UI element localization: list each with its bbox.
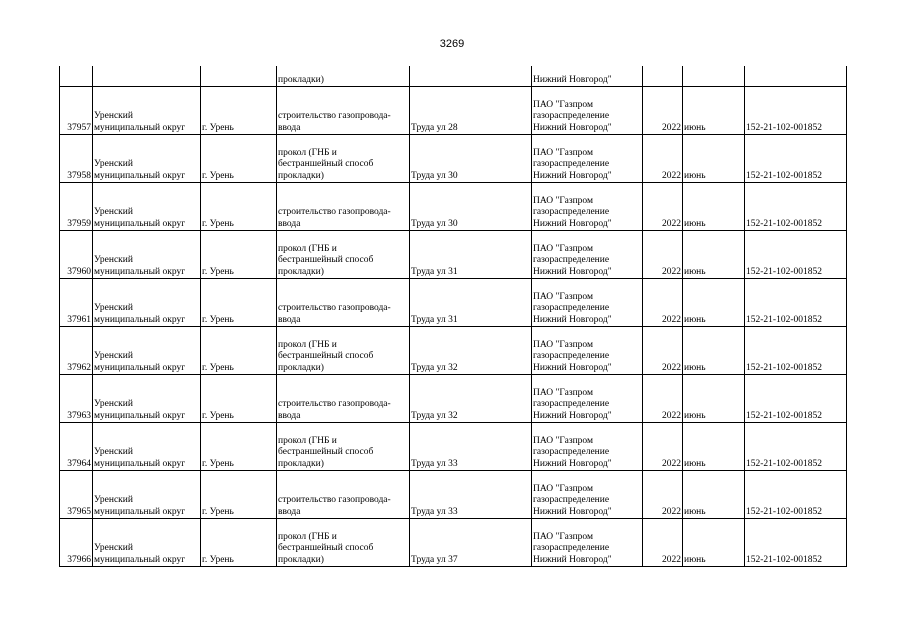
cell-month: июнь — [683, 279, 745, 327]
cell-id: 37962 — [60, 327, 93, 375]
cell-work: строительство газопровода- ввода — [277, 183, 410, 231]
cell-district: Уренский муниципальный округ — [93, 423, 201, 471]
cell-work: строительство газопровода- ввода — [277, 87, 410, 135]
cell-work: строительство газопровода- ввода — [277, 279, 410, 327]
cell-address: Труда ул 31 — [410, 231, 532, 279]
cell-id: 37966 — [60, 519, 93, 567]
cell-work: строительство газопровода- ввода — [277, 375, 410, 423]
cell-address — [410, 66, 532, 87]
cell-address: Труда ул 31 — [410, 279, 532, 327]
cell-town: г. Урень — [201, 135, 277, 183]
cell-month: июнь — [683, 87, 745, 135]
cell-address: Труда ул 30 — [410, 183, 532, 231]
cell-month: июнь — [683, 423, 745, 471]
cell-id: 37957 — [60, 87, 93, 135]
cell-work: прокол (ГНБ и бестраншейный способ прокладки) — [277, 135, 410, 183]
cell-month: июнь — [683, 231, 745, 279]
cell-month: июнь — [683, 519, 745, 567]
cell-district: Уренский муниципальный округ — [93, 231, 201, 279]
cell-address: Труда ул 37 — [410, 519, 532, 567]
cell-year: 2022 — [643, 231, 683, 279]
cell-work: прокол (ГНБ и бестраншейный способ прокладки) — [277, 519, 410, 567]
cell-month — [683, 66, 745, 87]
cell-district: Уренский муниципальный округ — [93, 183, 201, 231]
page-number: 3269 — [439, 38, 465, 50]
cell-id: 37958 — [60, 135, 93, 183]
cell-code: 152-21-102-001852 — [745, 471, 847, 519]
cell-operator: ПАО "Газпром газораспределение Нижний Новгород" — [532, 183, 643, 231]
cell-operator: ПАО "Газпром газораспределение Нижний Новгород" — [532, 375, 643, 423]
cell-month: июнь — [683, 183, 745, 231]
cell-address: Труда ул 32 — [410, 327, 532, 375]
cell-year: 2022 — [643, 327, 683, 375]
cell-address: Труда ул 28 — [410, 87, 532, 135]
table-row — [60, 279, 847, 327]
table-row-continuation — [60, 66, 847, 87]
cell-operator: ПАО "Газпром газораспределение Нижний Новгород" — [532, 135, 643, 183]
cell-town: г. Урень — [201, 423, 277, 471]
table-row — [60, 87, 847, 135]
cell-operator: ПАО "Газпром газораспределение Нижний Новгород" — [532, 231, 643, 279]
cell-district — [93, 66, 201, 87]
cell-town: г. Урень — [201, 471, 277, 519]
cell-code: 152-21-102-001852 — [745, 231, 847, 279]
cell-code — [745, 66, 847, 87]
cell-year: 2022 — [643, 87, 683, 135]
cell-address: Труда ул 33 — [410, 423, 532, 471]
cell-code: 152-21-102-001852 — [745, 423, 847, 471]
cell-year: 2022 — [643, 183, 683, 231]
cell-operator: ПАО "Газпром газораспределение Нижний Новгород" — [532, 87, 643, 135]
cell-district: Уренский муниципальный округ — [93, 471, 201, 519]
cell-district: Уренский муниципальный округ — [93, 375, 201, 423]
cell-code: 152-21-102-001852 — [745, 327, 847, 375]
cell-year: 2022 — [643, 423, 683, 471]
table-row — [60, 327, 847, 375]
cell-id — [60, 66, 93, 87]
cell-town: г. Урень — [201, 519, 277, 567]
cell-operator: ПАО "Газпром газораспределение Нижний Новгород" — [532, 519, 643, 567]
cell-town — [201, 66, 277, 87]
cell-code: 152-21-102-001852 — [745, 519, 847, 567]
cell-year: 2022 — [643, 279, 683, 327]
cell-id: 37963 — [60, 375, 93, 423]
cell-town: г. Урень — [201, 231, 277, 279]
cell-month: июнь — [683, 327, 745, 375]
cell-id: 37964 — [60, 423, 93, 471]
cell-year: 2022 — [643, 135, 683, 183]
cell-operator: Нижний Новгород" — [532, 66, 643, 87]
cell-id: 37960 — [60, 231, 93, 279]
cell-work: прокладки) — [277, 66, 410, 87]
cell-id: 37961 — [60, 279, 93, 327]
table-row — [60, 471, 847, 519]
cell-work: прокол (ГНБ и бестраншейный способ прокладки) — [277, 231, 410, 279]
table-row — [60, 183, 847, 231]
cell-work: прокол (ГНБ и бестраншейный способ прокладки) — [277, 423, 410, 471]
table-row — [60, 231, 847, 279]
cell-month: июнь — [683, 135, 745, 183]
cell-operator: ПАО "Газпром газораспределение Нижний Новгород" — [532, 327, 643, 375]
cell-town: г. Урень — [201, 375, 277, 423]
cell-id: 37959 — [60, 183, 93, 231]
cell-work: строительство газопровода- ввода — [277, 471, 410, 519]
cell-district: Уренский муниципальный округ — [93, 279, 201, 327]
cell-code: 152-21-102-001852 — [745, 135, 847, 183]
cell-work: прокол (ГНБ и бестраншейный способ прокладки) — [277, 327, 410, 375]
cell-code: 152-21-102-001852 — [745, 183, 847, 231]
registry-body — [60, 66, 847, 567]
table-row — [60, 135, 847, 183]
cell-id: 37965 — [60, 471, 93, 519]
table-row — [60, 519, 847, 567]
cell-code: 152-21-102-001852 — [745, 375, 847, 423]
cell-year — [643, 66, 683, 87]
cell-operator: ПАО "Газпром газораспределение Нижний Новгород" — [532, 471, 643, 519]
cell-code: 152-21-102-001852 — [745, 87, 847, 135]
cell-district: Уренский муниципальный округ — [93, 135, 201, 183]
cell-address: Труда ул 33 — [410, 471, 532, 519]
cell-month: июнь — [683, 375, 745, 423]
cell-address: Труда ул 30 — [410, 135, 532, 183]
cell-year: 2022 — [643, 519, 683, 567]
cell-year: 2022 — [643, 471, 683, 519]
table-row — [60, 423, 847, 471]
cell-district: Уренский муниципальный округ — [93, 519, 201, 567]
cell-town: г. Урень — [201, 327, 277, 375]
cell-year: 2022 — [643, 375, 683, 423]
cell-operator: ПАО "Газпром газораспределение Нижний Новгород" — [532, 279, 643, 327]
cell-operator: ПАО "Газпром газораспределение Нижний Новгород" — [532, 423, 643, 471]
cell-month: июнь — [683, 471, 745, 519]
table-row — [60, 375, 847, 423]
cell-code: 152-21-102-001852 — [745, 279, 847, 327]
cell-district: Уренский муниципальный округ — [93, 327, 201, 375]
cell-address: Труда ул 32 — [410, 375, 532, 423]
cell-district: Уренский муниципальный округ — [93, 87, 201, 135]
cell-town: г. Урень — [201, 87, 277, 135]
cell-town: г. Урень — [201, 183, 277, 231]
registry-table — [59, 66, 847, 567]
cell-town: г. Урень — [201, 279, 277, 327]
